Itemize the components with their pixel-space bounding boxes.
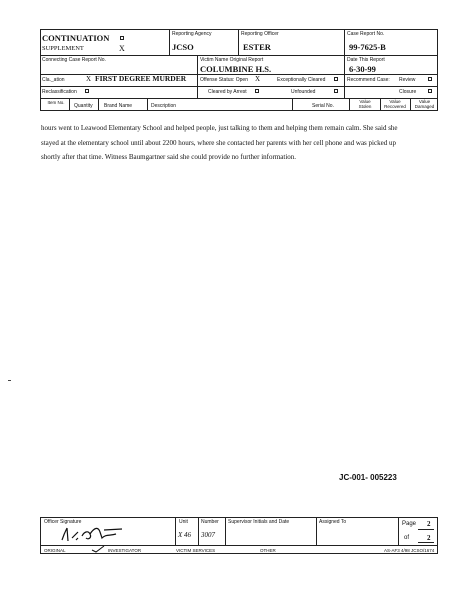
classification-value: FIRST DEGREE MURDER	[95, 74, 187, 83]
officer-signature-label: Officer Signature	[44, 519, 82, 525]
footer-vline-assigned	[316, 517, 317, 545]
page-number: 2	[427, 520, 431, 528]
footer-vline-page	[398, 517, 399, 545]
connecting-case-label: Connecting Case Report No.	[42, 57, 106, 63]
narrative-line: stayed at the elementary school until about 2200 hours, where she contacted her parents with her cell phone and was picked up	[41, 138, 396, 147]
col-brand-name: Brand Name	[104, 103, 133, 109]
col-divider-1	[69, 98, 70, 111]
exceptionally-cleared-label: Exceptionally Cleared	[277, 77, 326, 83]
review-checkbox[interactable]	[428, 77, 432, 81]
col-value-stolen: Value Stolen	[358, 99, 372, 109]
header-vline-victim	[197, 55, 198, 98]
reporting-officer-label: Reporting Officer	[241, 31, 279, 37]
page-total-underline	[418, 542, 434, 543]
header-vline-officer	[238, 29, 239, 55]
col-divider-5	[349, 98, 350, 111]
date-label: Date This Report	[347, 57, 385, 63]
col-serial-no: Serial No.	[312, 103, 334, 109]
victim-name-label: Victim Name Original Report	[200, 57, 264, 63]
footer-vline-unit	[175, 517, 176, 545]
footer-vline-number	[198, 517, 199, 545]
of-label: of	[404, 535, 410, 541]
unfounded-checkbox[interactable]	[334, 89, 338, 93]
offense-status-label: Offense Status: Open	[200, 77, 248, 83]
review-label: Review	[399, 77, 416, 83]
narrative-text	[41, 121, 446, 165]
offense-open-mark: X	[255, 75, 261, 83]
victim-services-label: VICTIM SERVICES	[176, 548, 216, 553]
col-divider-3	[147, 98, 148, 111]
number-label: Number	[201, 519, 219, 525]
unit-label: Unit	[179, 519, 188, 525]
col-description: Description	[151, 103, 177, 109]
header-row-line-1	[40, 55, 438, 56]
col-value-recovered: Value Recovered	[384, 99, 406, 109]
footer-vline-supervisor	[225, 517, 226, 545]
col-divider-4	[292, 98, 293, 111]
col-divider-2	[98, 98, 99, 111]
officer-signature	[60, 524, 140, 544]
number-value: 3007	[201, 531, 215, 539]
closure-checkbox[interactable]	[428, 89, 432, 93]
victim-name-value: COLUMBINE H.S.	[200, 64, 272, 74]
header-row-line-4	[40, 98, 438, 99]
supplement-mark: X	[119, 44, 125, 53]
reclassification-label: Reclassification	[42, 89, 77, 95]
unit-value: X 46	[178, 531, 192, 539]
reporting-agency-label: Reporting Agency	[172, 31, 212, 37]
assigned-to-label: Assigned To	[319, 519, 347, 525]
exceptionally-cleared-checkbox[interactable]	[334, 77, 338, 81]
col-value-damaged: Value Damaged	[414, 99, 435, 109]
checkmark-icon	[91, 545, 105, 553]
supervisor-label: Supervisor Initials and Date	[228, 519, 290, 525]
classification-mark: X	[86, 75, 92, 83]
classification-prefix: Cla._ation	[42, 77, 65, 83]
narrative-line: hours went to Leawood Elementary School and helped people, just talking to them and helping them remain calm. She said she	[41, 124, 398, 132]
col-item-no: Item No.	[47, 100, 65, 105]
closure-label: Closure	[399, 89, 417, 95]
case-report-no-label: Case Report No.	[347, 31, 385, 37]
cleared-by-arrest-checkbox[interactable]	[255, 89, 259, 93]
case-report-no-value: 99-7625-B	[349, 42, 386, 52]
original-label: ORIGINAL	[44, 548, 66, 553]
page-number-underline	[418, 529, 434, 530]
cleared-by-arrest-label: Cleared by Arrest	[208, 89, 247, 95]
page-total: 2	[427, 534, 431, 542]
reporting-agency-value: JCSO	[172, 42, 194, 52]
page-label: Page	[402, 521, 417, 527]
scan-speck	[8, 380, 11, 381]
date-value: 6-30-99	[349, 64, 376, 74]
col-divider-6	[380, 98, 381, 111]
header-vline-case	[344, 29, 345, 86]
col-quantity: Quantity	[74, 103, 93, 109]
continuation-label: CONTINUATION	[42, 33, 110, 43]
header-vline-recommend	[344, 86, 345, 98]
form-code: AS-AF3 4/98 JCSO/1674	[384, 548, 435, 553]
recommend-case-label: Recommend Case:	[347, 77, 390, 83]
col-divider-7	[410, 98, 411, 111]
unfounded-label: Unfounded	[291, 89, 316, 95]
supplement-label: SUPPLEMENT	[42, 45, 84, 52]
continuation-checkbox[interactable]	[120, 36, 124, 40]
narrative-line: shortly after that time. Witness Baumgartner said she could provide no further information.	[41, 153, 297, 161]
document-id: JC-001- 005223	[339, 473, 397, 482]
other-label: OTHER	[260, 548, 276, 553]
reclassification-checkbox[interactable]	[85, 89, 89, 93]
header-vline-agency	[169, 29, 170, 55]
header-row-line-3	[40, 86, 438, 87]
investigator-label: INVESTIGATOR	[108, 548, 142, 553]
reporting-officer-value: ESTER	[243, 42, 271, 52]
